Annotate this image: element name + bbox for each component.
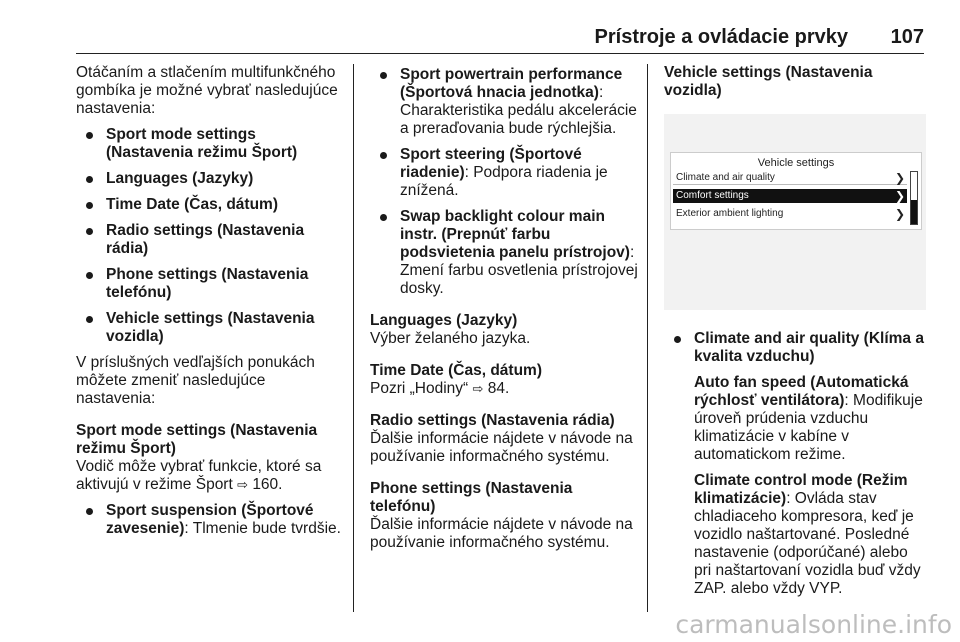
sub-entry: Auto fan speed (Automatická rýchlosť ventilátora): Modifikuje úroveň prúdenia vzduchu klimatizácie v kabíne v automatickom režime. [694, 374, 923, 463]
section-heading: Sport mode settings (Nastavenia režimu Šport) [76, 422, 318, 457]
section-heading: Phone settings (Nastavenia telefónu) [370, 480, 573, 515]
screen-menu-row-selected: Comfort settings ❯ [673, 189, 907, 203]
display-screenshot [664, 114, 926, 310]
column-divider-2 [647, 64, 648, 612]
list-item: Swap backlight colour main instr. (Prepnúť farbu podsvietenia panelu prístrojov): Zmení farbu osvetlenia prístrojovej dosky. [370, 208, 640, 298]
list-item: Vehicle settings (Nastavenia vozidla) [76, 310, 344, 346]
list-item: Phone settings (Nastavenia telefónu) [76, 266, 344, 302]
submenu-paragraph: V príslušných vedľajších ponukách môžete zmeniť nasledujúce nastavenia: [76, 354, 315, 407]
page-reference: 84. [487, 380, 510, 397]
chevron-right-icon: ❯ [894, 207, 905, 221]
list-item: Climate and air quality (Klíma a kvalita vzduchu) Auto fan speed (Automatická rýchlosť ventilátora): Modifikuje úroveň prúdenia vzduchu klimatizácie v kabíne v automatickom režime. Climate control mode (Režim klimatizácie): Ovláda stav chladiaceho kompresora, keď je vozidlo naštartované. Posledné nastavenie (odporúčané) alebo pri naštartovaní vozidla buď vždy ZAP. alebo vždy VYP. [664, 330, 926, 598]
screen-menu-row: Exterior ambient lighting ❯ [676, 207, 905, 221]
column-divider-1 [353, 64, 354, 612]
scrollbar-thumb [911, 200, 917, 224]
header-divider [76, 53, 924, 54]
column-2 [370, 64, 640, 560]
list-item: Sport suspension (Športové zavesenie): Tlmenie bude tvrdšie. [76, 502, 344, 538]
list-item: Radio settings (Nastavenia rádia) [76, 222, 344, 258]
list-item: Sport steering (Športové riadenie): Podpora riadenia je znížená. [370, 146, 640, 200]
list-item: Languages (Jazyky) [76, 170, 344, 188]
settings-menu-list [76, 126, 344, 346]
reference-arrow-icon: ⇨ [472, 381, 484, 396]
page-number: 107 [890, 26, 924, 48]
intro-paragraph: Otáčaním a stlačením multifunkčného gombíka je možné vybrať nasledujúce nastavenia: [76, 64, 338, 117]
page-header [0, 0, 960, 52]
screen-title: Vehicle settings [757, 157, 835, 169]
column-1 [76, 64, 344, 546]
section-heading: Time Date (Čas, dátum) [370, 362, 542, 379]
section-heading: Radio settings (Nastavenia rádia) [370, 412, 615, 429]
sport-options-list [76, 502, 344, 538]
watermark: carmanualsonline.info [675, 610, 952, 639]
chevron-right-icon: ❯ [894, 171, 905, 185]
vehicle-settings-menu [670, 152, 922, 230]
vehicle-options-list [664, 330, 926, 598]
list-item: Time Date (Čas, dátum) [76, 196, 344, 214]
screen-menu-row: Climate and air quality ❯ [673, 171, 907, 185]
chevron-right-icon: ❯ [894, 189, 905, 203]
time-section: Time Date (Čas, dátum) Pozri „Hodiny“ ⇨ 84. [370, 362, 640, 398]
chapter-title: Prístroje a ovládacie prvky [594, 26, 848, 48]
section-heading: Languages (Jazyky) [370, 312, 518, 329]
sport-section [76, 422, 344, 494]
list-item: Sport mode settings (Nastavenia režimu Šport) [76, 126, 344, 162]
list-item: Sport powertrain performance (Športová hnacia jednotka): Charakteristika pedálu akcelerácie a preraďovania bude rýchlejšia. [370, 66, 640, 138]
sport-text: Vodič môže vybrať funkcie, ktoré sa aktivujú v režime Šport [76, 458, 322, 493]
reference-arrow-icon: ⇨ [237, 477, 248, 492]
sub-entry: Climate control mode (Režim klimatizácie): Ovláda stav chladiaceho kompresora, keď je vozidlo naštartované. Posledné nastavenie (odporúčané) alebo pri naštartovaní vozidla buď vždy ZAP. alebo vždy VYP. [694, 472, 921, 597]
column-3 [664, 64, 926, 606]
sport-options-list-cont [370, 66, 640, 298]
section-heading: Vehicle settings (Nastavenia vozidla) [664, 64, 873, 99]
radio-section: Radio settings (Nastavenia rádia) Ďalšie informácie nájdete v návode na používanie informačného systému. [370, 412, 640, 466]
phone-section: Phone settings (Nastavenia telefónu) Ďalšie informácie nájdete v návode na používanie informačného systému. [370, 480, 640, 552]
languages-section: Languages (Jazyky) Výber želaného jazyka. [370, 312, 640, 348]
scrollbar [910, 171, 918, 225]
page-reference: 160. [252, 476, 283, 493]
